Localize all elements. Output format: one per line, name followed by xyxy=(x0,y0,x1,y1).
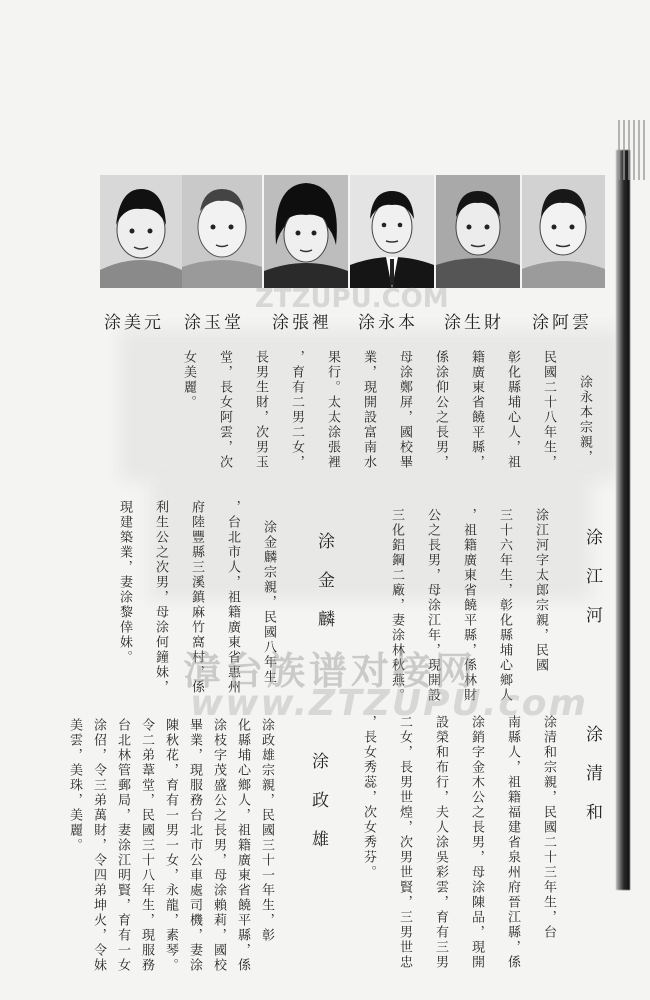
text-column: 陳秋花，育有一男一女，永龍，素琴。 xyxy=(163,718,178,973)
text-column: 設榮和布行，夫人涂吳彩雲，育有三男 xyxy=(433,715,448,970)
watermark-site: ZTZUPU.COM xyxy=(255,284,449,314)
child-portrait-image xyxy=(182,175,262,288)
portrait-caption: 涂生財 xyxy=(444,313,504,333)
portrait-photo xyxy=(522,175,605,288)
text-column: 涂枝字茂盛公之長男，母涂賴莉，國校 xyxy=(211,718,226,973)
boy-portrait-image xyxy=(436,175,520,288)
scan-edge-dots xyxy=(618,120,646,180)
text-column: 涂江河字太郎宗親，民國 xyxy=(533,508,548,673)
portrait-captions xyxy=(104,308,624,332)
text-column: 三化鋁鋼二廠，妻涂林秋燕。 xyxy=(389,508,404,703)
text-column: 利生公之次男，母涂何鐘妹， xyxy=(153,500,168,695)
text-column: 長男生財，次男玉 xyxy=(253,350,268,470)
text-column: 涂銷字金木公之長男，母涂陳品，現開 xyxy=(469,715,484,970)
text-column: 現建築業，妻涂黎倖妹。 xyxy=(117,500,132,665)
text-column: 涂金麟宗親，民國八年生 xyxy=(261,520,276,685)
text-column: 府陸豐縣三溪鎮麻竹窩村，係 xyxy=(189,500,204,695)
portrait-photo xyxy=(350,175,434,288)
man-portrait-image xyxy=(350,175,434,288)
entry-heading: 涂金麟 xyxy=(314,532,334,649)
text-column: 堂，長女阿雲，次 xyxy=(217,350,232,470)
text-column: ，長女秀蕊，次女秀芬。 xyxy=(361,715,376,880)
text-column: 涂佋，令三弟萬財，令四弟坤火，令妹 xyxy=(91,718,106,973)
text-column: ，祖籍廣東省饒平縣，係林財 xyxy=(461,508,476,703)
text-column: ，育有二男二女， xyxy=(289,350,304,470)
text-column: 台北林管郵局，妻涂江明賢，育有一女 xyxy=(115,718,130,973)
text-column: 二女，長男世煌，次男世賢，三男世忠 xyxy=(397,715,412,970)
entry-heading: 涂政雄 xyxy=(308,752,328,869)
text-column: 三十六年生，彰化縣埔心鄉人 xyxy=(497,508,512,703)
text-column: 畢業，現服務台北市公車處司機，妻涂 xyxy=(187,718,202,973)
text-column: 公之長男，母涂江年，現開設 xyxy=(425,508,440,703)
watermark-chinese: 漳台族谱对接网 xyxy=(183,649,478,693)
text-column: 彰化縣埔心人，祖 xyxy=(505,350,520,470)
text-column: 化縣埔心鄉人，祖籍廣東省饒平縣，係 xyxy=(235,718,250,973)
text-column: 涂政雄宗親，民國三十一年生，彰 xyxy=(259,718,274,943)
text-column: 籍廣東省饒平縣， xyxy=(469,350,484,470)
text-column: 美雲，美珠，美麗。 xyxy=(67,718,82,853)
portrait-strip xyxy=(100,175,605,288)
portrait-caption: 涂玉堂 xyxy=(184,313,244,333)
portrait-caption: 涂張裡 xyxy=(272,313,332,333)
portrait-photo xyxy=(264,175,348,288)
text-column: 母涂鄭屏，國校畢 xyxy=(397,350,412,470)
text-column: 果行。太太涂張裡 xyxy=(325,350,340,470)
text-column: 民國二十八年生， xyxy=(541,350,556,470)
child-portrait-image xyxy=(100,175,182,288)
portrait-caption: 涂美元 xyxy=(104,313,164,333)
text-column: 女美麗。 xyxy=(181,350,196,410)
portrait-photo xyxy=(436,175,520,288)
text-column: 涂清和宗親，民國二十三年生，台 xyxy=(541,715,556,940)
text-column: 南縣人，祖籍福建省泉州府晉江縣，係 xyxy=(505,715,520,970)
text-column: 涂永本宗親， xyxy=(577,375,592,465)
text-column: ，台北市人，祖籍廣東省惠州 xyxy=(225,500,240,695)
text-column: 係涂仰公之長男， xyxy=(433,350,448,470)
portrait-caption: 涂阿雲 xyxy=(532,313,592,333)
portrait-photo xyxy=(100,175,182,288)
portrait-photo xyxy=(182,175,262,288)
portrait-caption: 涂永本 xyxy=(358,313,418,333)
child-portrait-image xyxy=(522,175,605,288)
scan-smudge xyxy=(150,480,590,600)
entry-heading: 涂清和 xyxy=(582,725,602,842)
text-column: 令二弟葦堂，民國三十八年生，現服務 xyxy=(139,718,154,973)
woman-portrait-image xyxy=(264,175,348,288)
entry-heading: 涂江河 xyxy=(582,528,602,645)
scan-edge-shadow xyxy=(616,150,630,890)
watermark-url: www.ZTZUPU.com xyxy=(190,683,589,724)
text-column: 業，現開設富南水 xyxy=(361,350,376,470)
